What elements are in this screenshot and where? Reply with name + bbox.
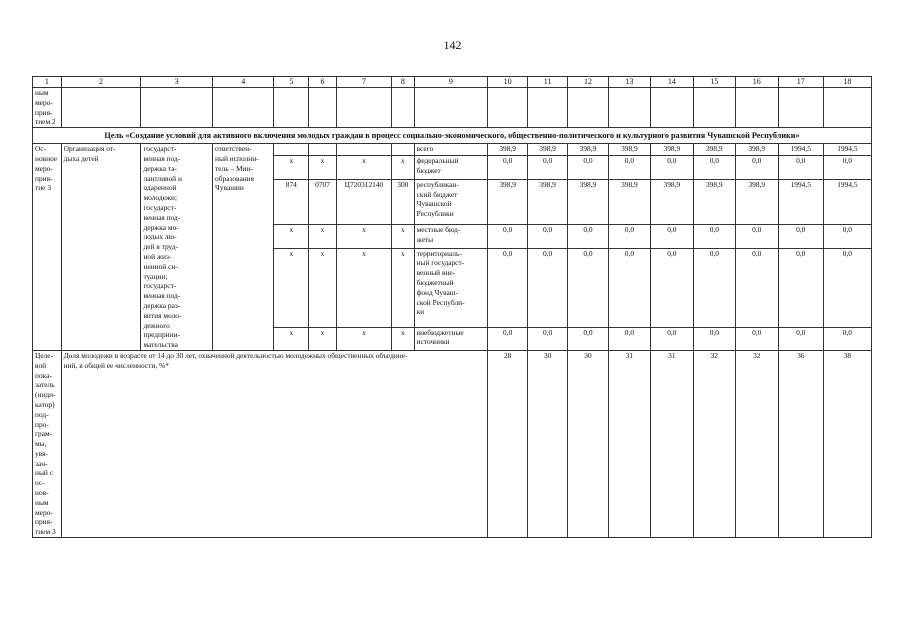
value-cell: 398,9 (650, 144, 693, 156)
value-cell: 0,0 (693, 248, 735, 327)
value-cell: 398,9 (650, 179, 693, 225)
value-cell: 0,0 (778, 327, 823, 350)
value-cell: 0,0 (693, 225, 735, 248)
column-number: 10 (488, 77, 528, 88)
expense-type-code: x (392, 225, 415, 248)
value-cell: 0,0 (608, 248, 650, 327)
empty-cell (488, 88, 528, 128)
target-article-code (336, 144, 391, 156)
value-cell: 398,9 (528, 144, 568, 156)
value-cell: 398,9 (608, 144, 650, 156)
value-cell: 0,0 (650, 327, 693, 350)
expense-type-code: x (392, 248, 415, 327)
expense-type-code: 300 (392, 179, 415, 225)
section-code: x (309, 248, 337, 327)
column-number: 15 (693, 77, 735, 88)
column-number: 14 (650, 77, 693, 88)
value-cell: 1994,5 (823, 179, 871, 225)
responsible-executor: ответствен- ный исполни- тель – Мин- образования Чувашии (213, 144, 274, 351)
funding-source: местные бюд- жеты (414, 225, 488, 248)
empty-cell (693, 88, 735, 128)
budget-code: x (274, 327, 309, 350)
target-article-code: x (336, 327, 391, 350)
value-cell: 0,0 (568, 156, 609, 179)
section-code (309, 144, 337, 156)
column-number: 2 (61, 77, 141, 88)
empty-cell (608, 88, 650, 128)
column-number: 18 (823, 77, 871, 88)
empty-cell (650, 88, 693, 128)
column-number: 3 (141, 77, 213, 88)
indicator-value: 32 (693, 350, 735, 537)
funding-row (33, 144, 872, 156)
column-number: 4 (213, 77, 274, 88)
section-code: x (309, 225, 337, 248)
section-code: x (309, 327, 337, 350)
target-article-code: x (336, 156, 391, 179)
value-cell: 0,0 (568, 225, 609, 248)
column-number: 1 (33, 77, 62, 88)
program-table (32, 76, 872, 538)
continuation-row (33, 88, 872, 128)
indicator-value: 38 (823, 350, 871, 537)
value-cell: 398,9 (488, 179, 528, 225)
value-cell: 0,0 (778, 248, 823, 327)
funding-source: внебюджетные источники (414, 327, 488, 350)
value-cell: 398,9 (608, 179, 650, 225)
expense-type-code: x (392, 327, 415, 350)
value-cell: 0,0 (568, 327, 609, 350)
value-cell: 0,0 (608, 156, 650, 179)
column-number: 8 (392, 77, 415, 88)
value-cell: 0,0 (735, 248, 778, 327)
value-cell: 398,9 (488, 144, 528, 156)
indicator-value: 31 (650, 350, 693, 537)
empty-cell (823, 88, 871, 128)
value-cell: 398,9 (693, 144, 735, 156)
indicator-value: 30 (528, 350, 568, 537)
value-cell: 0,0 (693, 327, 735, 350)
empty-cell (392, 88, 415, 128)
indicator-value: 30 (568, 350, 609, 537)
value-cell: 0,0 (488, 156, 528, 179)
value-cell: 0,0 (528, 156, 568, 179)
value-cell: 0,0 (735, 156, 778, 179)
empty-cell (568, 88, 609, 128)
indicator-value: 28 (488, 350, 528, 537)
section-code: x (309, 156, 337, 179)
funding-source: всего (414, 144, 488, 156)
section-code: 0707 (309, 179, 337, 225)
empty-cell (414, 88, 488, 128)
target-article-code: x (336, 248, 391, 327)
value-cell: 0,0 (735, 327, 778, 350)
value-cell: 0,0 (650, 225, 693, 248)
page-number: 142 (443, 38, 462, 52)
empty-cell (336, 88, 391, 128)
indicator-value: 31 (608, 350, 650, 537)
value-cell: 0,0 (778, 225, 823, 248)
budget-code: x (274, 248, 309, 327)
value-cell: 398,9 (568, 144, 609, 156)
funding-source: республикан- ский бюджет Чувашской Республики (414, 179, 488, 225)
value-cell: 0,0 (823, 248, 871, 327)
indicator-text: Доля молодежи в возрасте от 14 до 30 лет, охваченной деятельностью молодежных общественных объедине- ний, в общей ее численности, %* (61, 350, 488, 537)
header-row (33, 77, 872, 88)
empty-cell (274, 88, 309, 128)
funding-source: федеральный бюджет (414, 156, 488, 179)
indicator-value: 32 (735, 350, 778, 537)
value-cell: 0,0 (488, 327, 528, 350)
value-cell: 1994,5 (823, 144, 871, 156)
empty-cell (61, 88, 141, 128)
value-cell: 398,9 (693, 179, 735, 225)
target-article-code: x (336, 225, 391, 248)
value-cell: 0,0 (735, 225, 778, 248)
value-cell: 0,0 (528, 225, 568, 248)
goal-row (33, 128, 872, 144)
column-number: 7 (336, 77, 391, 88)
continued-measure-label: ным меро- прия- тием 2 (33, 88, 62, 128)
value-cell: 0,0 (778, 156, 823, 179)
measure-label: Ос- новное меро- прия- тие 3 (33, 144, 62, 351)
column-number: 5 (274, 77, 309, 88)
value-cell: 0,0 (608, 327, 650, 350)
empty-cell (213, 88, 274, 128)
value-cell: 0,0 (693, 156, 735, 179)
budget-code: x (274, 225, 309, 248)
measure-title: Организация от- дыха детей (61, 144, 141, 351)
column-number: 6 (309, 77, 337, 88)
indicator-label: Целе- вой пока- затель (инди- катор) под- про- грам- мы, увя- зан- ный с ос- нов- ным меро- прия- тием 3 (33, 350, 62, 537)
value-cell: 0,0 (488, 225, 528, 248)
value-cell: 0,0 (528, 327, 568, 350)
expense-type-code: x (392, 156, 415, 179)
empty-cell (141, 88, 213, 128)
value-cell: 0,0 (650, 248, 693, 327)
budget-code (274, 144, 309, 156)
value-cell: 398,9 (528, 179, 568, 225)
value-cell: 398,9 (568, 179, 609, 225)
funding-source: территориаль- ный государст- венный вне- бюджетный фонд Чуваш- ской Республи- ки (414, 248, 488, 327)
value-cell: 0,0 (608, 225, 650, 248)
column-number: 16 (735, 77, 778, 88)
budget-code: 874 (274, 179, 309, 225)
value-cell: 398,9 (735, 144, 778, 156)
column-number: 11 (528, 77, 568, 88)
value-cell: 0,0 (823, 327, 871, 350)
value-cell: 0,0 (823, 156, 871, 179)
empty-cell (309, 88, 337, 128)
indicator-row (33, 350, 872, 537)
empty-cell (778, 88, 823, 128)
value-cell: 0,0 (528, 248, 568, 327)
value-cell: 398,9 (735, 179, 778, 225)
measure-description: государст- венная под- держка та- лантливой и одаренной молодежи; государст- венная под- держка мо- лодых лю- дей в труд- ной жиз- ненной си- туации; государст- венная под- держка раз- вития моло- дежного предприни- мательства (141, 144, 213, 351)
value-cell: 0,0 (823, 225, 871, 248)
value-cell: 0,0 (650, 156, 693, 179)
goal-text: Цель «Создание условий для активного включения молодых граждан в процесс социально-экономического, общественно-политического и культурного развития Чувашской Республики» (33, 128, 872, 144)
value-cell: 1994,5 (778, 179, 823, 225)
value-cell: 0,0 (488, 248, 528, 327)
value-cell: 0,0 (568, 248, 609, 327)
empty-cell (735, 88, 778, 128)
target-article-code: Ц720312140 (336, 179, 391, 225)
column-number: 17 (778, 77, 823, 88)
value-cell: 1994,5 (778, 144, 823, 156)
budget-code: x (274, 156, 309, 179)
column-number: 12 (568, 77, 609, 88)
column-number: 9 (414, 77, 488, 88)
indicator-value: 36 (778, 350, 823, 537)
expense-type-code (392, 144, 415, 156)
column-number: 13 (608, 77, 650, 88)
empty-cell (528, 88, 568, 128)
